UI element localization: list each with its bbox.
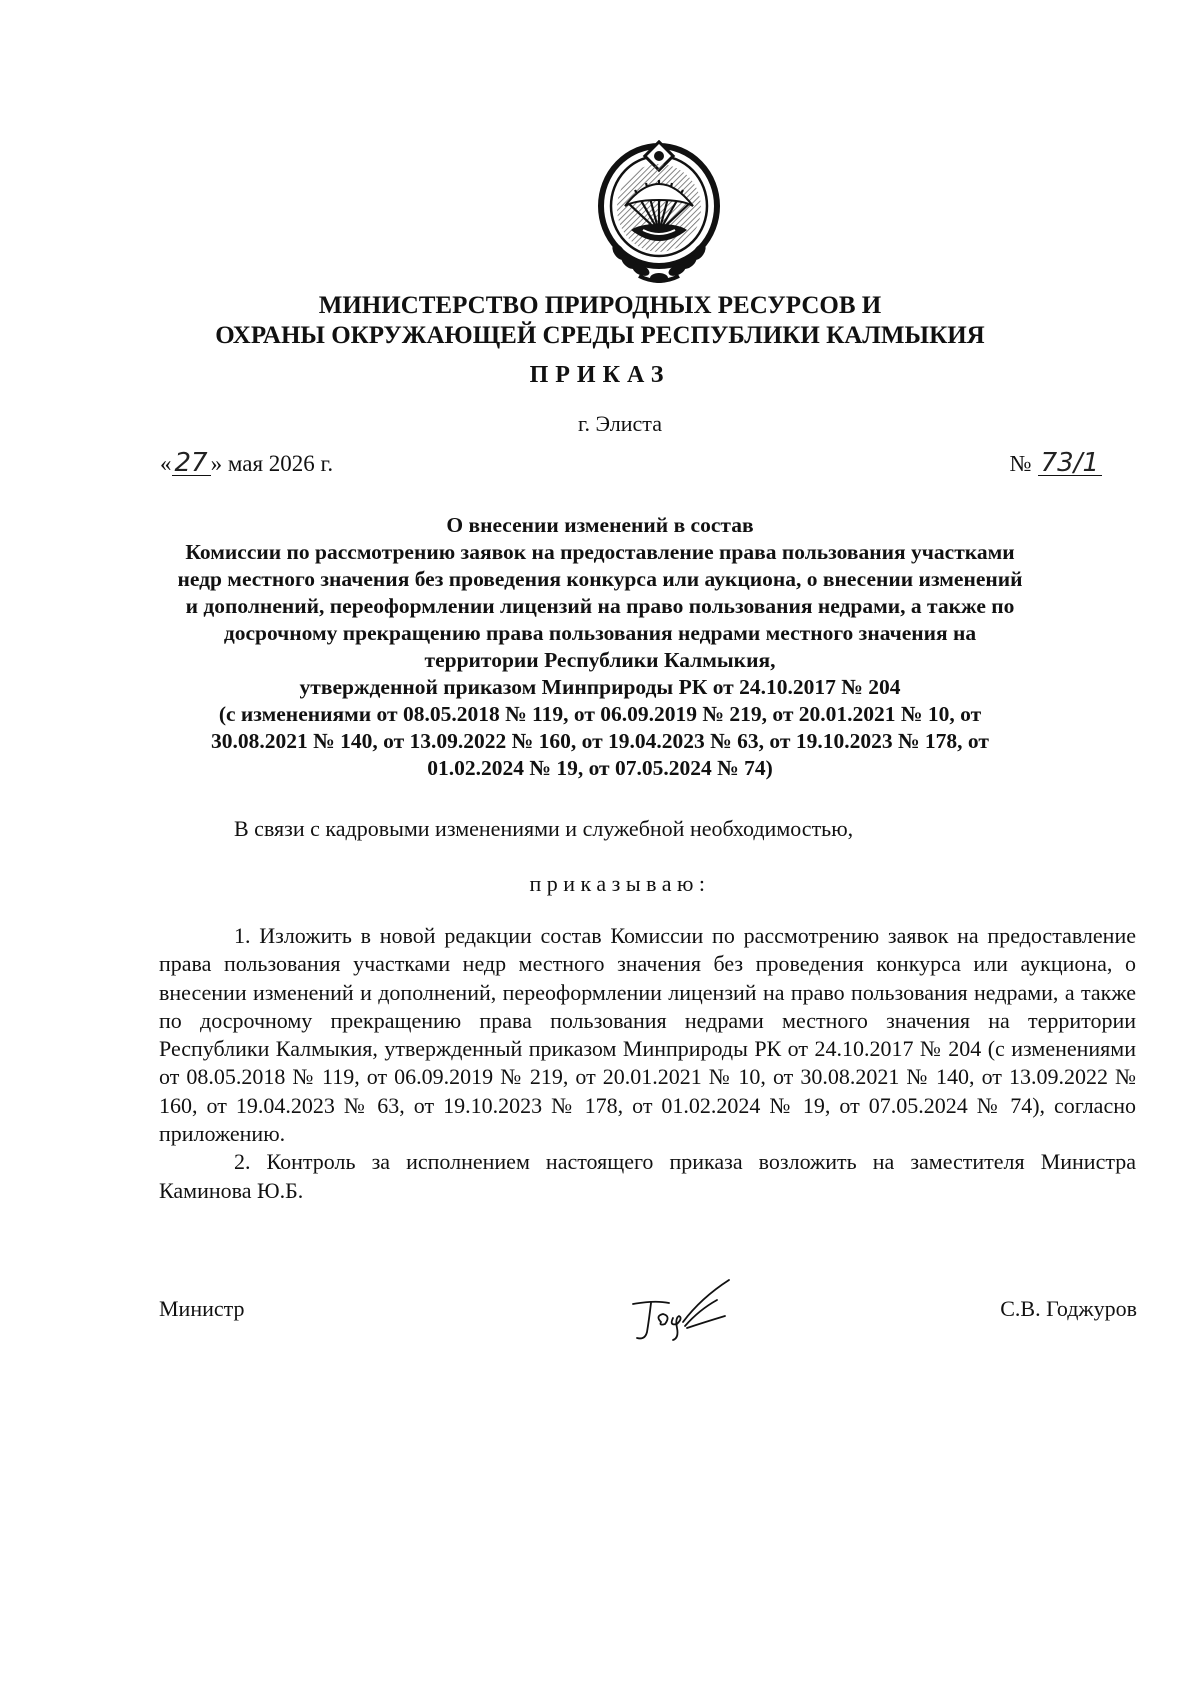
document-number (1009, 448, 1102, 478)
title-line: недр местного значения без проведения конкурса или аукциона, о внесении изменений (177, 567, 1023, 591)
title-line: территории Республики Калмыкия, (424, 648, 776, 672)
title-line: и дополнений, переоформлении лицензий на право пользования недрами, а также по (185, 594, 1015, 618)
title-line: 01.02.2024 № 19, от 07.05.2024 № 74) (427, 756, 773, 780)
preamble-text: В связи с кадровыми изменениями и служебной необходимостью, (234, 816, 854, 841)
order-paragraph-1: 1. Изложить в новой редакции состав Комиссии по рассмотрению заявок на предоставление права пользования участками недр местного значения без проведения конкурса или аукциона, о внесении изменений и дополнений, переоформлении лицензий на право пользования недрами, а также по досрочному прекращению права пользования недрами местного значения на территории Республики Калмыкия, утвержденный приказом Минприроды РК от 24.10.2017 № 204 (с изменениями от 08.05.2018 № 119, от 06.09.2019 № 219, от 20.01.2021 № 10, от 30.08.2021 № 140, от 13.09.2022 № 160, от 19.04.2023 № 63, от 19.10.2023 № 178, от 01.02.2024 № 19, от 07.05.2024 № 74), согласно приложению. (159, 923, 1136, 1147)
order-body (159, 922, 1136, 1205)
signatory-name: С.В. Годжуров (1000, 1296, 1137, 1321)
order-paragraph-2: 2. Контроль за исполнением настоящего приказа возложить на заместителя Министра Каминова Ю.Б. (159, 1149, 1136, 1203)
document-title (150, 512, 1050, 782)
document-city: г. Элиста (578, 411, 662, 436)
date-month-year: » мая 2026 г. (210, 451, 334, 476)
title-line: Комиссии по рассмотрению заявок на предоставление права пользования участками (185, 540, 1015, 564)
document-date (160, 448, 334, 478)
handwritten-signature-icon (625, 1276, 745, 1348)
title-line: досрочному прекращению права пользования недрами местного значения на (223, 621, 977, 645)
document-type: ПРИКАЗ (529, 362, 671, 388)
title-line: утвержденной приказом Минприроды РК от 24.10.2017 № 204 (299, 675, 901, 699)
title-line: О внесении изменений в состав (446, 513, 754, 537)
signatory-role: Министр (159, 1296, 245, 1321)
date-open-quote: « (160, 451, 172, 476)
title-line: 30.08.2021 № 140, от 13.09.2022 № 160, от 19.04.2023 № 63, от 19.10.2023 № 178, от (211, 729, 989, 753)
date-day-handwritten: 27 (172, 451, 211, 476)
title-line: (с изменениями от 08.05.2018 № 119, от 06.09.2019 № 219, от 20.01.2021 № 10, от (218, 702, 982, 726)
coat-of-arms-emblem (591, 140, 727, 286)
ministry-name-line1: МИНИСТЕРСТВО ПРИРОДНЫХ РЕСУРСОВ И (318, 292, 882, 319)
number-label: № (1009, 451, 1032, 476)
number-value-handwritten: 73/1 (1038, 451, 1102, 476)
ministry-name-line2: ОХРАНЫ ОКРУЖАЮЩЕЙ СРЕДЫ РЕСПУБЛИКИ КАЛМЫКИЯ (215, 322, 985, 349)
order-word: приказываю: (529, 871, 711, 896)
